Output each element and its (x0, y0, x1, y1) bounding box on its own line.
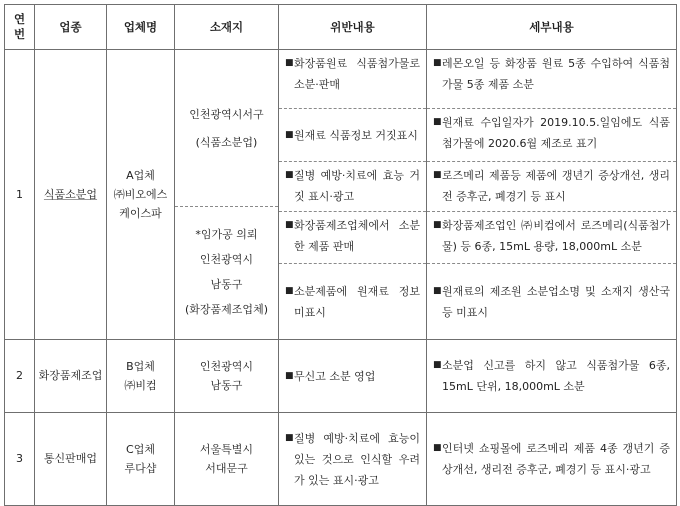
table-row (5, 340, 677, 413)
location-block-2: *임가공 의뢰 인천광역시 남동구 (화장품제조업체) (175, 206, 278, 338)
violation-item: ■ 화장품원료 식품첨가물로 소분·판매 (285, 57, 420, 91)
company-cell: A업체 ㈜비오에스 케이스파 (107, 50, 175, 340)
header-company: 업체명 (107, 5, 175, 50)
location-block-1: 인천광역시서구 (식품소분업) (189, 107, 264, 149)
violation-item: ■ 소분제품에 원재료 정보 미표시 (279, 263, 426, 339)
header-details: 세부내용 (427, 5, 677, 50)
location-cell: 서울특별시 서대문구 (175, 413, 279, 506)
violation-cell (279, 50, 427, 340)
company-cell: B업체 ㈜비컴 (107, 340, 175, 413)
row-number: 1 (5, 50, 35, 340)
table-row (5, 413, 677, 506)
detail-item: ■ 레몬오일 등 화장품 원료 5종 수입하여 식품첨가물 5종 제품 소분 (433, 57, 670, 91)
company-cell: C업체 루다샵 (107, 413, 175, 506)
detail-item: ■ 로즈메리 제품등 제품에 갱년기 증상개선, 생리전 증후군, 폐경기 등 표시 (427, 161, 676, 211)
detail-item: ■ 원재료 수입일자가 2019.10.5.일임에도 식품첨가물에 2020.6월 제조로 표기 (427, 108, 676, 161)
violation-cell: ■ 무신고 소분 영업 (279, 340, 427, 413)
violation-item: ■ 질병 예방·치료에 효능 거짓 표시·광고 (279, 161, 426, 211)
industry-cell: 화장품제조업 (35, 340, 107, 413)
details-cell: ■ 소분업 신고를 하지 않고 식품첨가물 6종, 15mL 단위, 18,000mL 소분 (427, 340, 677, 413)
violation-item: ■ 원재료 식품정보 거짓표시 (279, 108, 426, 161)
violations-table (4, 4, 677, 506)
table-row (5, 50, 677, 340)
location-cell (175, 50, 279, 340)
violation-item: ■ 화장품제조업체에서 소분한 제품 판매 (279, 211, 426, 263)
location-cell: 인천광역시 남동구 (175, 340, 279, 413)
header-location: 소재지 (175, 5, 279, 50)
details-cell: ■ 인터넷 쇼핑몰에 로즈메리 제품 4종 갱년기 증상개선, 생리전 증후군, 폐경기 등 표시·광고 (427, 413, 677, 506)
header-industry: 업종 (35, 5, 107, 50)
header-no: 연번 (5, 5, 35, 50)
violation-cell: ■ 질병 예방·치료에 효능이 있는 것으로 인식할 우려가 있는 표시·광고 (279, 413, 427, 506)
row-number: 2 (5, 340, 35, 413)
row-number: 3 (5, 413, 35, 506)
industry-cell: 식품소분업 (35, 50, 107, 340)
header-violation: 위반내용 (279, 5, 427, 50)
header-row (5, 5, 677, 50)
details-cell (427, 50, 677, 340)
industry-cell: 통신판매업 (35, 413, 107, 506)
detail-item: ■ 원재료의 제조원 소분업소명 및 소재지 생산국 등 미표시 (427, 263, 676, 339)
detail-item: ■ 화장품제조업인 ㈜비컴에서 로즈메리(식품첨가물) 등 6종, 15mL 용량, 18,000mL 소분 (427, 211, 676, 263)
